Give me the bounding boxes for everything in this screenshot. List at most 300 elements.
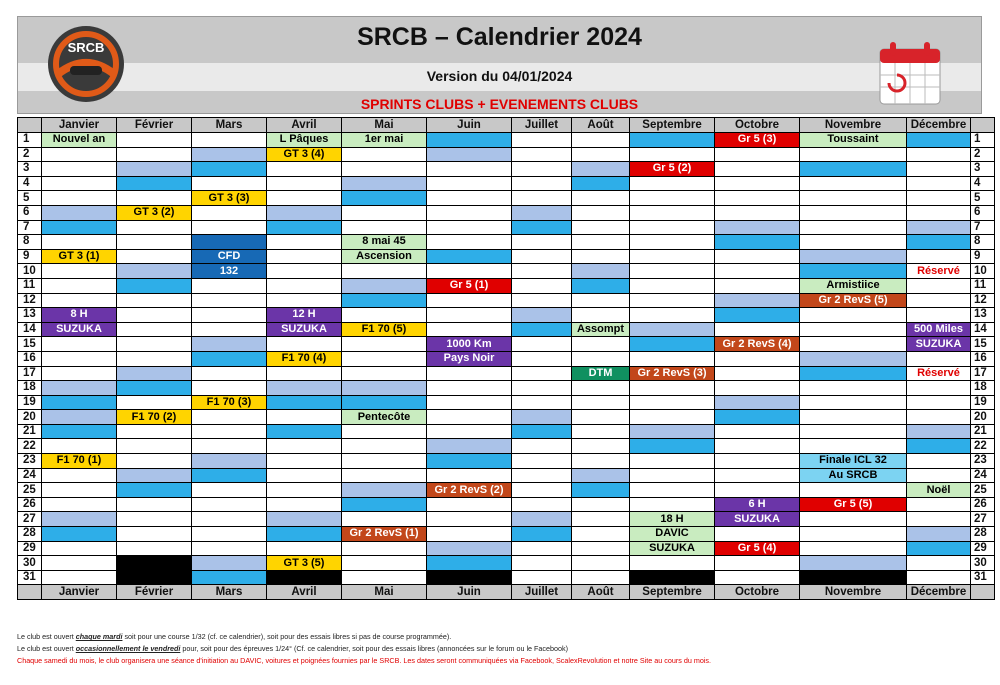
day-cell — [715, 147, 800, 162]
day-cell — [192, 541, 267, 556]
day-row — [18, 351, 995, 366]
event-cell: Gr 5 (5) — [800, 497, 907, 512]
day-cell — [192, 176, 267, 191]
month-header: Octobre — [715, 585, 800, 600]
day-cell — [512, 191, 572, 206]
day-cell — [192, 410, 267, 425]
day-row — [18, 541, 995, 556]
day-cell — [907, 395, 971, 410]
day-cell — [512, 337, 572, 352]
day-number: 5 — [18, 191, 42, 206]
day-cell — [572, 176, 630, 191]
day-cell — [800, 176, 907, 191]
day-cell — [630, 308, 715, 323]
day-number: 5 — [971, 191, 995, 206]
day-number: 8 — [18, 235, 42, 250]
day-number: 18 — [971, 381, 995, 396]
month-header: Juin — [427, 585, 512, 600]
month-header: Janvier — [42, 585, 117, 600]
svg-text:SRCB: SRCB — [67, 40, 105, 55]
day-number: 1 — [18, 133, 42, 148]
day-cell — [42, 541, 117, 556]
day-cell — [427, 395, 512, 410]
day-cell — [572, 249, 630, 264]
day-cell — [572, 133, 630, 148]
day-cell — [800, 147, 907, 162]
day-cell — [342, 293, 427, 308]
day-cell — [572, 454, 630, 469]
day-row — [18, 497, 995, 512]
day-cell — [630, 191, 715, 206]
day-cell — [630, 322, 715, 337]
day-cell — [512, 249, 572, 264]
event-cell: GT 3 (5) — [267, 556, 342, 571]
day-cell — [192, 278, 267, 293]
event-cell: GT 3 (3) — [192, 191, 267, 206]
day-cell — [800, 439, 907, 454]
day-cell — [907, 527, 971, 542]
event-cell: Pentecôte — [342, 410, 427, 425]
day-number: 31 — [971, 570, 995, 585]
day-cell — [715, 205, 800, 220]
day-number: 17 — [18, 366, 42, 381]
event-cell: L Pâques — [267, 133, 342, 148]
note-emphasis: chaque mardi — [75, 632, 123, 641]
day-cell — [907, 439, 971, 454]
day-cell — [267, 176, 342, 191]
day-cell — [42, 191, 117, 206]
day-cell — [342, 381, 427, 396]
day-row — [18, 410, 995, 425]
day-cell — [342, 337, 427, 352]
day-cell — [427, 162, 512, 177]
day-cell — [630, 410, 715, 425]
day-cell — [427, 497, 512, 512]
day-cell — [192, 512, 267, 527]
day-cell — [427, 556, 512, 571]
month-header-row-top — [18, 118, 995, 133]
day-cell — [117, 249, 192, 264]
day-cell — [630, 220, 715, 235]
day-cell — [800, 366, 907, 381]
note-emphasis: occasionnellement le vendredi — [75, 644, 181, 653]
day-row — [18, 439, 995, 454]
event-cell: Gr 5 (3) — [715, 133, 800, 148]
day-cell — [800, 308, 907, 323]
day-number: 10 — [18, 264, 42, 279]
day-number: 22 — [971, 439, 995, 454]
day-cell — [117, 220, 192, 235]
day-number: 30 — [18, 556, 42, 571]
day-cell — [715, 468, 800, 483]
day-cell — [192, 337, 267, 352]
day-cell — [267, 541, 342, 556]
day-cell — [715, 454, 800, 469]
day-cell — [907, 308, 971, 323]
day-cell — [117, 235, 192, 250]
day-row — [18, 162, 995, 177]
day-number: 13 — [971, 308, 995, 323]
day-cell — [715, 322, 800, 337]
day-cell — [800, 351, 907, 366]
event-cell: Réservé — [907, 264, 971, 279]
month-header-row-bottom — [18, 585, 995, 600]
day-cell — [267, 468, 342, 483]
day-number: 7 — [971, 220, 995, 235]
day-cell — [42, 497, 117, 512]
day-number: 10 — [971, 264, 995, 279]
day-cell — [572, 351, 630, 366]
day-cell — [427, 541, 512, 556]
event-cell: 500 Miles — [907, 322, 971, 337]
corner-cell — [18, 585, 42, 600]
day-cell — [512, 483, 572, 498]
day-row — [18, 322, 995, 337]
day-cell — [715, 439, 800, 454]
day-cell — [512, 395, 572, 410]
event-cell: Gr 5 (1) — [427, 278, 512, 293]
day-cell — [117, 366, 192, 381]
day-cell — [42, 351, 117, 366]
day-cell — [572, 191, 630, 206]
day-cell — [42, 176, 117, 191]
day-cell — [117, 322, 192, 337]
day-number: 13 — [18, 308, 42, 323]
event-cell: Gr 2 RevS (1) — [342, 527, 427, 542]
event-cell: Gr 2 RevS (4) — [715, 337, 800, 352]
day-cell — [267, 410, 342, 425]
day-cell — [512, 205, 572, 220]
day-cell — [800, 191, 907, 206]
day-cell — [267, 293, 342, 308]
day-cell — [192, 424, 267, 439]
event-cell: Au SRCB — [800, 468, 907, 483]
day-number: 28 — [971, 527, 995, 542]
day-cell — [427, 293, 512, 308]
day-cell — [512, 497, 572, 512]
day-number: 27 — [18, 512, 42, 527]
calendar-icon — [875, 39, 945, 109]
day-row — [18, 249, 995, 264]
day-number: 2 — [971, 147, 995, 162]
day-cell — [630, 147, 715, 162]
day-cell — [117, 308, 192, 323]
day-cell — [715, 220, 800, 235]
day-cell — [630, 497, 715, 512]
day-cell — [427, 410, 512, 425]
day-cell — [342, 439, 427, 454]
note-text: Le club est ouvert — [17, 632, 76, 641]
day-cell — [192, 293, 267, 308]
day-cell — [42, 162, 117, 177]
day-cell — [572, 395, 630, 410]
day-cell — [800, 322, 907, 337]
month-header: Novembre — [800, 118, 907, 133]
event-cell: F1 70 (4) — [267, 351, 342, 366]
day-row — [18, 133, 995, 148]
day-row — [18, 264, 995, 279]
day-cell — [117, 264, 192, 279]
day-cell — [117, 133, 192, 148]
day-cell — [192, 147, 267, 162]
day-cell — [512, 439, 572, 454]
footer-note-tuesday — [17, 631, 982, 643]
day-cell — [342, 308, 427, 323]
day-cell — [800, 249, 907, 264]
month-header: Avril — [267, 585, 342, 600]
day-number: 11 — [971, 278, 995, 293]
day-cell — [512, 541, 572, 556]
day-cell — [800, 162, 907, 177]
day-cell — [42, 512, 117, 527]
day-cell — [572, 293, 630, 308]
day-cell — [630, 570, 715, 585]
day-cell — [427, 454, 512, 469]
page-title: SRCB – Calendrier 2024 — [357, 23, 642, 51]
day-cell — [342, 264, 427, 279]
day-row — [18, 381, 995, 396]
event-cell: F1 70 (1) — [42, 454, 117, 469]
day-cell — [267, 424, 342, 439]
event-cell: Noël — [907, 483, 971, 498]
day-cell — [192, 162, 267, 177]
day-cell — [800, 381, 907, 396]
day-cell — [42, 205, 117, 220]
day-cell — [267, 205, 342, 220]
day-cell — [192, 497, 267, 512]
day-number: 9 — [971, 249, 995, 264]
day-cell — [907, 278, 971, 293]
day-cell — [42, 366, 117, 381]
day-cell — [42, 424, 117, 439]
event-cell: 1er mai — [342, 133, 427, 148]
day-cell — [427, 176, 512, 191]
day-cell — [800, 424, 907, 439]
day-cell — [267, 366, 342, 381]
day-cell — [907, 293, 971, 308]
event-cell: Assompt — [572, 322, 630, 337]
event-cell: SUZUKA — [267, 322, 342, 337]
day-cell — [117, 351, 192, 366]
day-cell — [192, 308, 267, 323]
event-cell: Gr 5 (4) — [715, 541, 800, 556]
day-cell — [427, 147, 512, 162]
event-cell: Pays Noir — [427, 351, 512, 366]
day-cell — [117, 337, 192, 352]
day-cell — [117, 454, 192, 469]
day-cell — [117, 512, 192, 527]
month-header: Décembre — [907, 118, 971, 133]
day-cell — [342, 541, 427, 556]
day-number: 1 — [971, 133, 995, 148]
day-cell — [512, 176, 572, 191]
day-cell — [907, 424, 971, 439]
day-cell — [800, 556, 907, 571]
day-cell — [907, 410, 971, 425]
day-cell — [512, 133, 572, 148]
day-cell — [427, 191, 512, 206]
day-cell — [512, 366, 572, 381]
day-cell — [715, 235, 800, 250]
day-number: 25 — [18, 483, 42, 498]
day-cell — [715, 483, 800, 498]
day-cell — [267, 439, 342, 454]
day-cell — [427, 249, 512, 264]
day-cell — [715, 395, 800, 410]
day-cell — [630, 205, 715, 220]
day-cell — [572, 512, 630, 527]
day-cell — [192, 439, 267, 454]
footer-note-friday — [17, 643, 982, 655]
event-cell: F1 70 (5) — [342, 322, 427, 337]
month-header: Mai — [342, 585, 427, 600]
day-cell — [42, 293, 117, 308]
day-cell — [117, 293, 192, 308]
event-cell: Gr 2 RevS (5) — [800, 293, 907, 308]
day-cell — [630, 264, 715, 279]
day-cell — [715, 527, 800, 542]
event-cell: F1 70 (3) — [192, 395, 267, 410]
day-cell — [907, 351, 971, 366]
day-number: 8 — [971, 235, 995, 250]
day-cell — [117, 556, 192, 571]
day-cell — [512, 351, 572, 366]
day-cell — [192, 205, 267, 220]
day-cell — [117, 497, 192, 512]
day-cell — [117, 570, 192, 585]
day-cell — [42, 220, 117, 235]
day-cell — [427, 512, 512, 527]
day-cell — [715, 366, 800, 381]
day-cell — [117, 468, 192, 483]
day-number: 6 — [971, 205, 995, 220]
day-cell — [572, 483, 630, 498]
event-cell: DTM — [572, 366, 630, 381]
day-cell — [715, 162, 800, 177]
day-number: 7 — [18, 220, 42, 235]
corner-cell — [18, 118, 42, 133]
day-number: 29 — [971, 541, 995, 556]
day-cell — [192, 133, 267, 148]
day-row — [18, 147, 995, 162]
day-cell — [512, 278, 572, 293]
day-number: 23 — [18, 454, 42, 469]
calendar-table — [17, 117, 995, 600]
event-cell: Réservé — [907, 366, 971, 381]
month-header: Novembre — [800, 585, 907, 600]
day-cell — [630, 278, 715, 293]
day-number: 3 — [18, 162, 42, 177]
day-cell — [800, 512, 907, 527]
day-cell — [512, 235, 572, 250]
version-label: Version du 04/01/2024 — [426, 68, 573, 84]
day-cell — [715, 570, 800, 585]
day-cell — [630, 293, 715, 308]
day-number: 28 — [18, 527, 42, 542]
day-number: 25 — [971, 483, 995, 498]
day-cell — [267, 264, 342, 279]
note-text: Le club est ouvert — [17, 644, 76, 653]
day-cell — [630, 337, 715, 352]
day-cell — [715, 410, 800, 425]
day-row — [18, 395, 995, 410]
month-header: Mars — [192, 118, 267, 133]
day-cell — [572, 147, 630, 162]
day-cell — [512, 293, 572, 308]
day-cell — [572, 220, 630, 235]
day-cell — [117, 162, 192, 177]
day-cell — [572, 541, 630, 556]
event-cell: SUZUKA — [42, 322, 117, 337]
day-number: 14 — [18, 322, 42, 337]
day-number: 12 — [971, 293, 995, 308]
day-cell — [630, 351, 715, 366]
day-cell — [267, 395, 342, 410]
day-cell — [715, 176, 800, 191]
event-cell: F1 70 (2) — [117, 410, 192, 425]
day-cell — [427, 366, 512, 381]
day-cell — [192, 351, 267, 366]
day-cell — [267, 381, 342, 396]
day-cell — [427, 322, 512, 337]
day-cell — [267, 337, 342, 352]
day-cell — [907, 191, 971, 206]
day-cell — [267, 454, 342, 469]
day-number: 15 — [971, 337, 995, 352]
day-cell — [572, 308, 630, 323]
day-number: 20 — [18, 410, 42, 425]
day-cell — [572, 205, 630, 220]
day-cell — [572, 468, 630, 483]
day-cell — [907, 381, 971, 396]
day-cell — [630, 176, 715, 191]
day-number: 19 — [18, 395, 42, 410]
note-text: pour, soit pour des épreuves 1/24° (Cf. ce calendrier, soit pour des essais libres (annoncées sur le forum ou le Facebook) — [180, 644, 568, 653]
day-cell — [572, 424, 630, 439]
day-cell — [800, 410, 907, 425]
day-cell — [267, 497, 342, 512]
day-cell — [800, 235, 907, 250]
day-number: 11 — [18, 278, 42, 293]
day-cell — [267, 278, 342, 293]
day-number: 20 — [971, 410, 995, 425]
day-cell — [512, 468, 572, 483]
day-cell — [715, 381, 800, 396]
day-cell — [630, 483, 715, 498]
day-number: 4 — [971, 176, 995, 191]
day-number: 21 — [18, 424, 42, 439]
day-cell — [42, 468, 117, 483]
month-header: Septembre — [630, 585, 715, 600]
day-cell — [342, 468, 427, 483]
month-header: Février — [117, 118, 192, 133]
month-header: Septembre — [630, 118, 715, 133]
event-cell: 1000 Km — [427, 337, 512, 352]
day-cell — [267, 235, 342, 250]
day-cell — [192, 381, 267, 396]
month-header: Juillet — [512, 585, 572, 600]
event-cell: 6 H — [715, 497, 800, 512]
subtitle-label: SPRINTS CLUBS + EVENEMENTS CLUBS — [360, 96, 639, 112]
day-cell — [630, 468, 715, 483]
day-cell — [630, 556, 715, 571]
month-header: Janvier — [42, 118, 117, 133]
calendar-header — [17, 16, 982, 114]
day-cell — [512, 512, 572, 527]
day-cell — [572, 337, 630, 352]
day-cell — [800, 220, 907, 235]
day-row — [18, 337, 995, 352]
